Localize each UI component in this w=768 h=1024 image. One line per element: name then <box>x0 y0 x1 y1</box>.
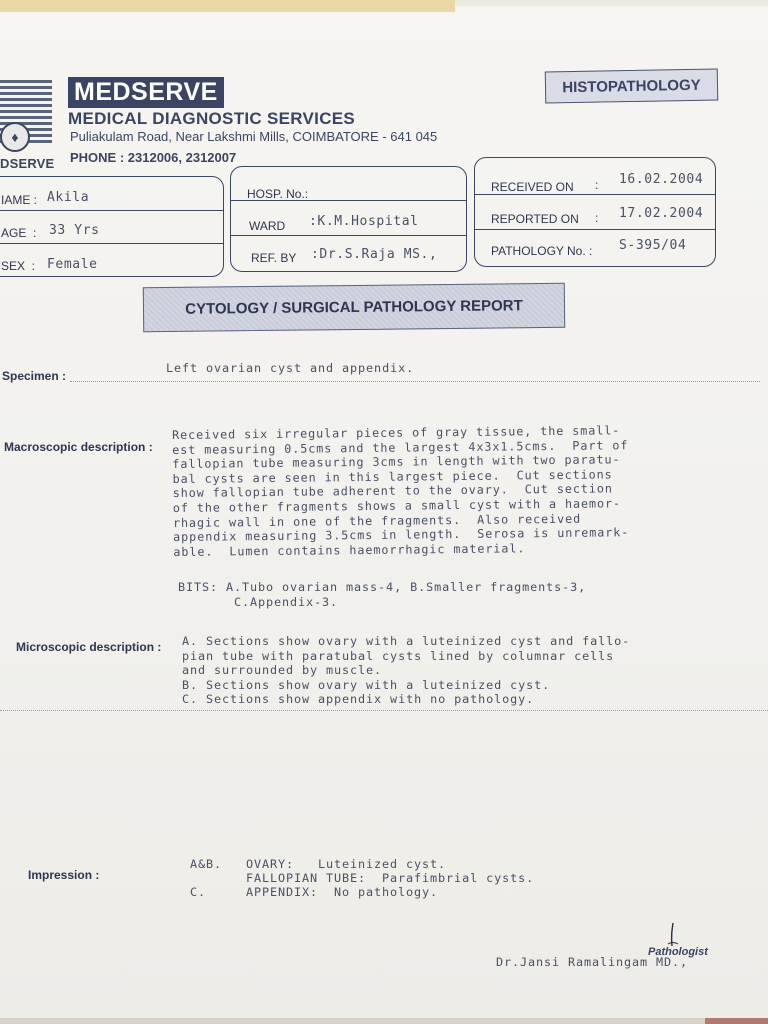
received-on-colon: : <box>595 178 599 192</box>
impression-appendix: APPENDIX: No pathology. <box>246 885 439 899</box>
top-paper-strip <box>0 0 455 12</box>
macroscopic-line: est measuring 0.5cms and the largest 4x3x1.5cms. Part of <box>172 437 629 457</box>
sex-label: SEX : <box>1 259 36 273</box>
top-paper-edge <box>455 0 768 6</box>
microscopic-text <box>182 634 630 707</box>
age-value: 33 Yrs <box>49 223 100 238</box>
microscopic-line: A. Sections show ovary with a luteinized cyst and fallo- <box>182 634 631 648</box>
macroscopic-line: of the other fragments shows a small cyst with a haemor- <box>172 496 622 515</box>
macroscopic-label: Macroscopic description : <box>4 440 153 454</box>
received-on-label: RECEIVED ON <box>491 180 574 194</box>
bits-line-2: C.Appendix-3. <box>234 595 339 609</box>
name-label: IAME : <box>1 193 38 207</box>
name-value: Akila <box>47 190 90 205</box>
signature-title: Pathologist <box>648 946 708 958</box>
macroscopic-line: appendix measuring 3.5cms in length. Serosa is unremark- <box>173 525 630 545</box>
macroscopic-line: able. Lumen contains haemorrhagic material. <box>173 541 526 559</box>
macroscopic-text <box>172 423 629 559</box>
pathologist-name: Dr.Jansi Ramalingam MD., <box>496 955 689 969</box>
impression-tube: FALLOPIAN TUBE: Parafimbrial cysts. <box>246 871 535 885</box>
ward-label: WARD <box>249 219 286 233</box>
reported-on-value: 17.02.2004 <box>619 206 704 221</box>
ref-by-value: :Dr.S.Raja MS., <box>311 247 438 262</box>
bottom-paper-edge <box>0 1018 768 1024</box>
reported-on-colon: : <box>595 211 599 225</box>
macroscopic-line: bal cysts are seen in this largest piece. Cut sections <box>172 467 613 486</box>
logo-text: DSERVE <box>0 156 55 171</box>
company-address: Puliakulam Road, Near Lakshmi Mills, COIMBATORE - 641 045 <box>70 129 438 144</box>
brand-name: MEDSERVE <box>68 77 224 108</box>
microscopic-line: and surrounded by muscle. <box>182 663 383 678</box>
specimen-text: Left ovarian cyst and appendix. <box>166 361 415 375</box>
macroscopic-line: Received six irregular pieces of gray tissue, the small- <box>172 423 621 442</box>
specimen-rule <box>70 381 760 382</box>
patient-info-box <box>0 176 224 277</box>
pathology-no-value: S-395/04 <box>619 238 687 253</box>
drop-logo-icon: ♦ <box>0 122 30 152</box>
age-label: AGE : <box>1 226 37 240</box>
department-badge: HISTOPATHOLOGY <box>545 68 719 103</box>
microscopic-line: pian tube with paratubal cysts lined by columnar cells <box>182 648 615 663</box>
signature-mark-icon <box>666 922 680 948</box>
hospital-info-box <box>230 166 467 272</box>
ref-by-label: REF. BY <box>251 251 297 265</box>
macroscopic-line: fallopian tube measuring 3cms in length with two paratu- <box>172 452 621 472</box>
report-dates-box <box>474 157 716 267</box>
pathology-no-label: PATHOLOGY No. : <box>491 244 593 258</box>
microscopic-line: C. Sections show appendix with no pathology. <box>182 692 535 707</box>
macroscopic-line: show fallopian tube adherent to the ovary. Cut section <box>172 481 613 501</box>
report-title: CYTOLOGY / SURGICAL PATHOLOGY REPORT <box>143 283 565 332</box>
received-on-value: 16.02.2004 <box>619 172 704 187</box>
impression-label: Impression : <box>28 868 100 882</box>
ward-value: :K.M.Hospital <box>309 214 419 229</box>
bottom-surface <box>705 1018 768 1024</box>
microscopic-label: Microscopic description : <box>16 640 162 654</box>
microscopic-line: B. Sections show ovary with a luteinized cyst. <box>182 677 551 692</box>
microscopic-rule <box>0 710 768 711</box>
macroscopic-line: rhagic wall in one of the fragments. Also received <box>172 511 582 530</box>
bits-line-1: BITS: A.Tubo ovarian mass-4, B.Smaller fragments-3, <box>178 580 587 594</box>
specimen-label: Specimen : <box>2 369 67 383</box>
impression-ovary: OVARY: Luteinized cyst. <box>246 857 447 871</box>
sex-value: Female <box>47 257 98 272</box>
company-name: MEDICAL DIAGNOSTIC SERVICES <box>68 109 356 128</box>
company-phone: PHONE : 2312006, 2312007 <box>70 150 237 165</box>
impression-key-c: C. <box>190 885 207 899</box>
reported-on-label: REPORTED ON <box>491 212 579 226</box>
impression-key-ab: A&B. <box>190 857 223 871</box>
hosp-no-label: HOSP. No.: <box>247 187 309 201</box>
